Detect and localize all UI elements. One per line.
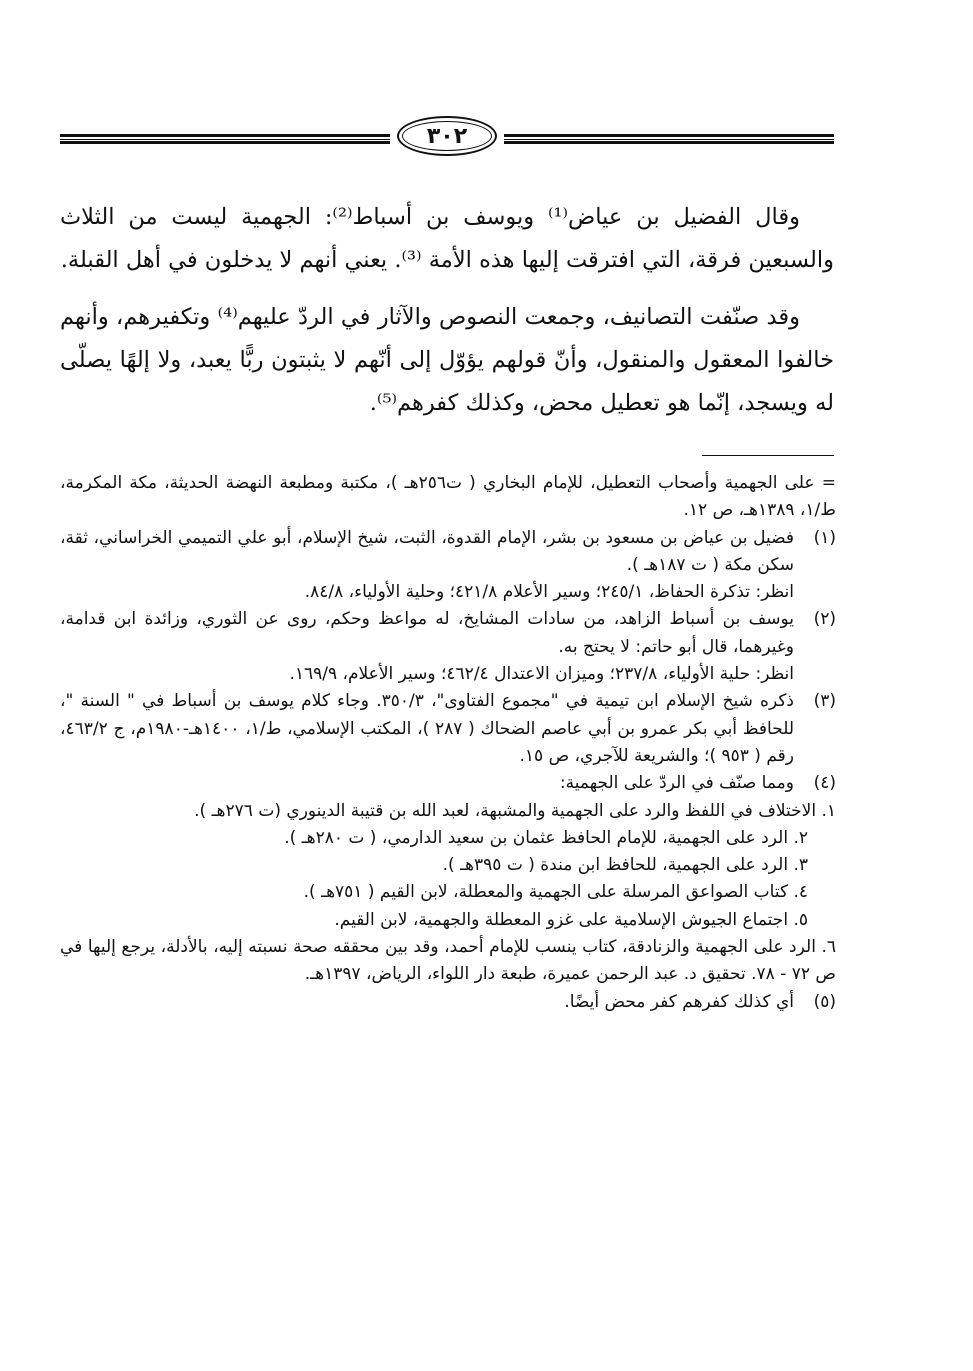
footnotes [60, 470, 836, 1016]
footnote-1-body: فضيل بن عياض بن مسعود بن بشر، الإمام القدوة، الثبت، شيخ الإسلام، أبو علي التميمي الخراساني، ثقة، سكن مكة ( ت ١٨٧هـ ). [60, 527, 794, 575]
footnote-1-ref: انظر: تذكرة الحفاظ، ٢٤٥/١؛ وسير الأعلام ٤٢١/٨؛ وحلية الأولياء، ٨٤/٨. [304, 582, 794, 603]
main-paragraph-2: وقد صنّفت التصانيف، وجمعت النصوص والآثار في الردّ عليهم⁽⁴⁾ وتكفيرهم، وأنهم خالفوا المعقول والمنقول، وأنّ قولهم يؤوّل إلى أنّهم لا يثبتون ربًّا يعبد، ولا إلهًا يصلّى له ويسجد، إنّما هو تعطيل محض، وكذلك كفرهم⁽⁵⁾. [60, 304, 834, 416]
footnote-4-item: ١. الاختلاف في اللفظ والرد على الجهمية والمشبهة، لعبد الله بن قتيبة الدينوري (ت ٢٧٦هـ ). [194, 800, 836, 821]
footnote-5-mark: (٥) [813, 991, 836, 1012]
footnote-4-item: ٢. الرد على الجهمية، للإمام الحافظ عثمان بن سعيد الدارمي، ( ت ٢٨٠هـ ). [284, 827, 808, 848]
page-number: ٣٠٢ [397, 116, 497, 156]
footnote-4-item: ٥. اجتماع الجيوش الإسلامية على غزو المعطلة والجهمية، لابن القيم. [334, 909, 808, 930]
footnote-4-mark: (٤) [813, 773, 836, 794]
footnote-4-item: ٣. الرد على الجهمية، للحافظ ابن مندة ( ت ٣٩٥هـ ). [442, 855, 808, 876]
footnote-4-list [60, 798, 836, 989]
footnote-3-mark: (٣) [813, 691, 836, 712]
footnote-5-body: أي كذلك كفرهم كفر محض أيضًا. [564, 991, 794, 1012]
footnote-continuation-text: = على الجهمية وأصحاب التعطيل، للإمام البخاري ( ت٢٥٦هـ )، مكتبة ومطبعة النهضة الحديثة، مكة المكرمة، ط/١، ١٣٨٩هـ، ص ١٢. [60, 473, 836, 521]
footnote-3-body: ذكره شيخ الإسلام ابن تيمية في "مجموع الفتاوى"، ٣٥٠/٣. وجاء كلام يوسف بن أسباط في " السنة "، للحافظ أبي بكر عمرو بن أبي عاصم الضحاك ( ٢٨٧ )، المكتب الإسلامي، ط/١، ١٤٠٠هـ-١٩٨٠م، ج ٤٦٣/٢، رقم ( ٩٥٣ )؛ والشريعة للآجري، ص ١٥. [60, 691, 795, 766]
header-rule-right [504, 134, 834, 144]
footnote-2-mark: (٢) [813, 609, 836, 630]
footnote-3 [60, 688, 836, 770]
footnote-2-body: يوسف بن أسباط الزاهد، من سادات المشايخ، له مواعظ وحكم، روى عن الثوري، وزائدة ابن قدامة، وغيرهما، قال أبو حاتم: لا يحتج به. [60, 609, 794, 657]
footnote-4-item: ٦. الرد على الجهمية والزنادقة، كتاب ينسب للإمام أحمد، وقد بين محققه صحة نسبته إليه، بالأدلة، يرجع إليها في ص ٧٢ - ٧٨. تحقيق د. عبد الرحمن عميرة، طبعة دار اللواء، الرياض، ١٣٩٧هـ. [60, 937, 836, 985]
footnote-4-item: ٤. كتاب الصواعق المرسلة على الجهمية والمعطلة، لابن القيم ( ٧٥١هـ ). [303, 882, 808, 903]
footnote-2 [60, 606, 836, 688]
main-paragraph-1: وقال الفضيل بن عياض⁽¹⁾ ويوسف بن أسباط⁽²⁾: الجهمية ليست من الثلاث والسبعين فرقة، التي افترقت إليها هذه الأمة ⁽³⁾. يعني أنهم لا يدخلون في أهل القبلة. [60, 204, 834, 273]
page-header [60, 112, 834, 172]
footnote-4-intro: ومما صنّف في الردّ على الجهمية: [559, 773, 794, 794]
main-text [60, 196, 834, 425]
footnote-2-ref: انظر: حلية الأولياء، ٢٣٧/٨؛ وميزان الاعتدال ٤٦٢/٤؛ وسير الأعلام، ١٦٩/٩. [289, 664, 794, 685]
footnote-5 [60, 989, 836, 1016]
footnote-1 [60, 525, 836, 607]
footnote-1-mark: (١) [813, 527, 836, 548]
footnote-separator [702, 455, 834, 456]
footnote-continuation [60, 470, 836, 525]
footnote-4 [60, 770, 836, 797]
header-rule-left [60, 134, 390, 144]
